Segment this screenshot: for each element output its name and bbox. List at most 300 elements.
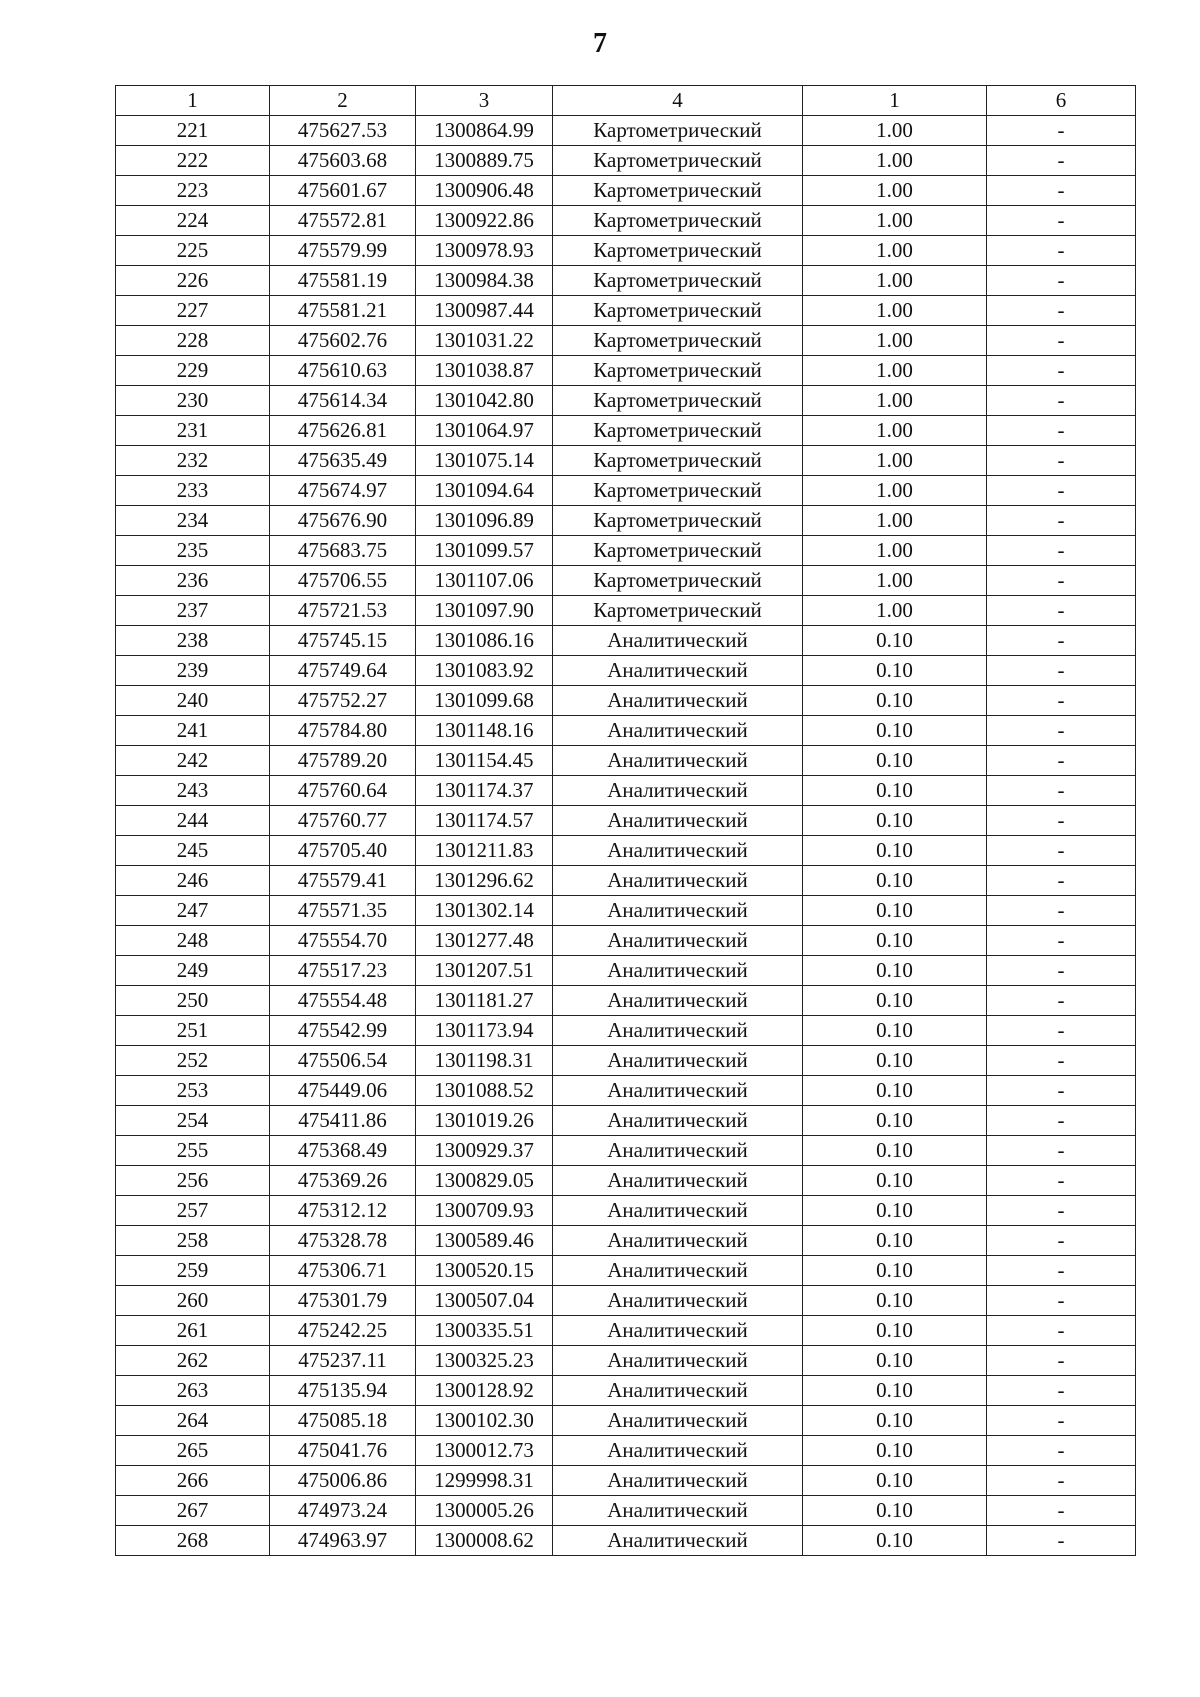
table-cell: 475301.79 [270, 1286, 416, 1316]
table-cell: 475706.55 [270, 566, 416, 596]
table-cell: 475368.49 [270, 1136, 416, 1166]
table-cell: 0.10 [803, 1346, 987, 1376]
table-cell: - [987, 1226, 1136, 1256]
table-cell: 232 [116, 446, 270, 476]
column-header: 6 [987, 86, 1136, 116]
table-cell: 261 [116, 1316, 270, 1346]
table-cell: 1300128.92 [416, 1376, 553, 1406]
table-cell: 229 [116, 356, 270, 386]
table-body [116, 86, 1136, 1556]
table-cell: - [987, 686, 1136, 716]
table-cell: 475135.94 [270, 1376, 416, 1406]
table-row [116, 1496, 1136, 1526]
table-cell: - [987, 896, 1136, 926]
table-cell: 1301088.52 [416, 1076, 553, 1106]
table-cell: Картометрический [553, 266, 803, 296]
table-cell: Аналитический [553, 776, 803, 806]
table-cell: 243 [116, 776, 270, 806]
table-cell: Аналитический [553, 626, 803, 656]
table-cell: 259 [116, 1256, 270, 1286]
table-cell: 1301154.45 [416, 746, 553, 776]
table-cell: 475579.41 [270, 866, 416, 896]
table-cell: Аналитический [553, 926, 803, 956]
table-row [116, 1016, 1136, 1046]
table-cell: 1301296.62 [416, 866, 553, 896]
table-cell: 1.00 [803, 326, 987, 356]
table-cell: 475627.53 [270, 116, 416, 146]
table-cell: 475789.20 [270, 746, 416, 776]
table-cell: 1.00 [803, 416, 987, 446]
table-cell: 236 [116, 566, 270, 596]
table-cell: 1300012.73 [416, 1436, 553, 1466]
table-row [116, 446, 1136, 476]
table-cell: 238 [116, 626, 270, 656]
table-row [116, 296, 1136, 326]
table-cell: - [987, 926, 1136, 956]
table-cell: - [987, 116, 1136, 146]
table-cell: 474963.97 [270, 1526, 416, 1556]
table-cell: 1301099.57 [416, 536, 553, 566]
table-cell: 475752.27 [270, 686, 416, 716]
table-cell: 475312.12 [270, 1196, 416, 1226]
table-cell: 0.10 [803, 836, 987, 866]
table-cell: 1301148.16 [416, 716, 553, 746]
table-cell: - [987, 176, 1136, 206]
table-row [116, 596, 1136, 626]
table-cell: - [987, 206, 1136, 236]
table-cell: 475784.80 [270, 716, 416, 746]
table-cell: 1.00 [803, 446, 987, 476]
table-cell: 475006.86 [270, 1466, 416, 1496]
table-cell: Аналитический [553, 1526, 803, 1556]
table-cell: 1301107.06 [416, 566, 553, 596]
table-cell: Аналитический [553, 1466, 803, 1496]
table-row [116, 1136, 1136, 1166]
table-cell: Аналитический [553, 986, 803, 1016]
table-cell: 475554.48 [270, 986, 416, 1016]
table-row [116, 986, 1136, 1016]
table-cell: Картометрический [553, 536, 803, 566]
table-cell: - [987, 1016, 1136, 1046]
table-cell: 1.00 [803, 566, 987, 596]
table-cell: Аналитический [553, 686, 803, 716]
table-cell: 1301064.97 [416, 416, 553, 446]
table-cell: Аналитический [553, 1076, 803, 1106]
table-cell: 1.00 [803, 176, 987, 206]
table-cell: 475581.21 [270, 296, 416, 326]
table-cell: Аналитический [553, 1016, 803, 1046]
table-cell: 1301094.64 [416, 476, 553, 506]
table-row [116, 476, 1136, 506]
table-cell: 254 [116, 1106, 270, 1136]
table-cell: 0.10 [803, 1466, 987, 1496]
table-cell: 1300906.48 [416, 176, 553, 206]
table-cell: 475085.18 [270, 1406, 416, 1436]
column-header: 1 [803, 86, 987, 116]
table-cell: 475610.63 [270, 356, 416, 386]
table-cell: 1.00 [803, 266, 987, 296]
table-cell: 265 [116, 1436, 270, 1466]
table-cell: 475674.97 [270, 476, 416, 506]
table-cell: 1300335.51 [416, 1316, 553, 1346]
table-cell: Аналитический [553, 1496, 803, 1526]
table-cell: 0.10 [803, 656, 987, 686]
table-row [116, 506, 1136, 536]
table-cell: 248 [116, 926, 270, 956]
column-header: 2 [270, 86, 416, 116]
table-cell: 475602.76 [270, 326, 416, 356]
table-cell: 475635.49 [270, 446, 416, 476]
table-cell: 475506.54 [270, 1046, 416, 1076]
table-cell: 1301083.92 [416, 656, 553, 686]
table-cell: 475517.23 [270, 956, 416, 986]
table-cell: 475760.64 [270, 776, 416, 806]
table-cell: 1301211.83 [416, 836, 553, 866]
table-cell: Картометрический [553, 176, 803, 206]
table-cell: 0.10 [803, 1256, 987, 1286]
table-cell: Картометрический [553, 596, 803, 626]
table-cell: 1.00 [803, 116, 987, 146]
table-cell: 228 [116, 326, 270, 356]
table-cell: 1301207.51 [416, 956, 553, 986]
table-cell: 0.10 [803, 926, 987, 956]
table-cell: 475626.81 [270, 416, 416, 446]
table-cell: 1300984.38 [416, 266, 553, 296]
table-cell: - [987, 1466, 1136, 1496]
table-cell: 1299998.31 [416, 1466, 553, 1496]
table-cell: Аналитический [553, 1046, 803, 1076]
table-cell: - [987, 566, 1136, 596]
table-cell: 257 [116, 1196, 270, 1226]
table-cell: 268 [116, 1526, 270, 1556]
table-cell: 1300589.46 [416, 1226, 553, 1256]
table-cell: 1300507.04 [416, 1286, 553, 1316]
table-cell: 0.10 [803, 1526, 987, 1556]
table-cell: 0.10 [803, 626, 987, 656]
table-cell: 1301038.87 [416, 356, 553, 386]
table-cell: 0.10 [803, 1226, 987, 1256]
table-cell: 0.10 [803, 1166, 987, 1196]
table-cell: Картометрический [553, 326, 803, 356]
table-cell: Аналитический [553, 866, 803, 896]
table-row [116, 1286, 1136, 1316]
table-cell: Картометрический [553, 446, 803, 476]
table-row [116, 686, 1136, 716]
table-cell: 230 [116, 386, 270, 416]
table-cell: Аналитический [553, 746, 803, 776]
table-cell: Картометрический [553, 146, 803, 176]
table-cell: Картометрический [553, 506, 803, 536]
table-cell: 1.00 [803, 536, 987, 566]
table-row [116, 1406, 1136, 1436]
table-row [116, 146, 1136, 176]
table-cell: 475676.90 [270, 506, 416, 536]
table-cell: - [987, 1496, 1136, 1526]
table-row [116, 1046, 1136, 1076]
table-cell: 1300889.75 [416, 146, 553, 176]
table-cell: 1300709.93 [416, 1196, 553, 1226]
table-cell: 1301086.16 [416, 626, 553, 656]
table-cell: 475683.75 [270, 536, 416, 566]
table-cell: 222 [116, 146, 270, 176]
table-row [116, 806, 1136, 836]
table-cell: - [987, 446, 1136, 476]
table-cell: 234 [116, 506, 270, 536]
table-cell: Картометрический [553, 116, 803, 146]
table-cell: 474973.24 [270, 1496, 416, 1526]
table-cell: 0.10 [803, 1286, 987, 1316]
table-cell: 221 [116, 116, 270, 146]
table-cell: 264 [116, 1406, 270, 1436]
table-row [116, 176, 1136, 206]
table-cell: 0.10 [803, 956, 987, 986]
table-cell: 1300929.37 [416, 1136, 553, 1166]
table-cell: 475745.15 [270, 626, 416, 656]
table-cell: 475601.67 [270, 176, 416, 206]
table-cell: 1.00 [803, 386, 987, 416]
table-cell: 267 [116, 1496, 270, 1526]
table-row [116, 896, 1136, 926]
table-cell: 0.10 [803, 1376, 987, 1406]
table-cell: 475449.06 [270, 1076, 416, 1106]
table-cell: Аналитический [553, 1346, 803, 1376]
table-cell: 1301042.80 [416, 386, 553, 416]
table-cell: 1301302.14 [416, 896, 553, 926]
table-cell: Аналитический [553, 836, 803, 866]
table-cell: 1301075.14 [416, 446, 553, 476]
table-cell: 253 [116, 1076, 270, 1106]
table-row [116, 1226, 1136, 1256]
table-cell: - [987, 236, 1136, 266]
table-cell: 223 [116, 176, 270, 206]
table-cell: 475369.26 [270, 1166, 416, 1196]
table-cell: 260 [116, 1286, 270, 1316]
table-cell: Аналитический [553, 896, 803, 926]
table-cell: - [987, 1256, 1136, 1286]
table-cell: 252 [116, 1046, 270, 1076]
table-cell: 475721.53 [270, 596, 416, 626]
table-cell: - [987, 596, 1136, 626]
coordinates-table [115, 85, 1136, 1556]
table-cell: Картометрический [553, 416, 803, 446]
table-cell: 475581.19 [270, 266, 416, 296]
table-cell: 475542.99 [270, 1016, 416, 1046]
table-header-row [116, 86, 1136, 116]
table-row [116, 716, 1136, 746]
table-row [116, 236, 1136, 266]
table-cell: 245 [116, 836, 270, 866]
table-cell: 1300829.05 [416, 1166, 553, 1196]
table-row [116, 206, 1136, 236]
table-cell: 0.10 [803, 1016, 987, 1046]
table-row [116, 1106, 1136, 1136]
table-row [116, 416, 1136, 446]
table-cell: 1301173.94 [416, 1016, 553, 1046]
table-row [116, 356, 1136, 386]
table-cell: Картометрический [553, 296, 803, 326]
table-cell: - [987, 1076, 1136, 1106]
table-cell: - [987, 1406, 1136, 1436]
table-cell: - [987, 1376, 1136, 1406]
table-row [116, 626, 1136, 656]
table-cell: 1300520.15 [416, 1256, 553, 1286]
table-cell: 1300987.44 [416, 296, 553, 326]
table-cell: Аналитический [553, 1406, 803, 1436]
table-cell: 266 [116, 1466, 270, 1496]
table-cell: 256 [116, 1166, 270, 1196]
table-cell: 1300102.30 [416, 1406, 553, 1436]
table-cell: - [987, 1136, 1136, 1166]
table-cell: - [987, 386, 1136, 416]
table-cell: - [987, 746, 1136, 776]
table-cell: 475749.64 [270, 656, 416, 686]
table-cell: 1301181.27 [416, 986, 553, 1016]
table-cell: 237 [116, 596, 270, 626]
table-row [116, 536, 1136, 566]
table-cell: 0.10 [803, 1406, 987, 1436]
table-cell: 0.10 [803, 716, 987, 746]
table-row [116, 956, 1136, 986]
table-row [116, 1526, 1136, 1556]
table-cell: 224 [116, 206, 270, 236]
table-cell: Аналитический [553, 1136, 803, 1166]
table-cell: 0.10 [803, 1196, 987, 1226]
table-cell: 241 [116, 716, 270, 746]
table-cell: 0.10 [803, 1496, 987, 1526]
table-cell: 475328.78 [270, 1226, 416, 1256]
table-cell: - [987, 806, 1136, 836]
table-cell: Аналитический [553, 1286, 803, 1316]
table-cell: - [987, 326, 1136, 356]
table-cell: Аналитический [553, 1376, 803, 1406]
table-cell: - [987, 1106, 1136, 1136]
table-cell: - [987, 1166, 1136, 1196]
table-cell: - [987, 776, 1136, 806]
table-cell: Аналитический [553, 956, 803, 986]
table-cell: 1.00 [803, 146, 987, 176]
table-cell: 475554.70 [270, 926, 416, 956]
table-cell: Аналитический [553, 656, 803, 686]
table-cell: 1301099.68 [416, 686, 553, 716]
table-cell: 1300325.23 [416, 1346, 553, 1376]
table-cell: 1300864.99 [416, 116, 553, 146]
table-cell: 1.00 [803, 596, 987, 626]
table-cell: 0.10 [803, 1106, 987, 1136]
table-cell: 475614.34 [270, 386, 416, 416]
table-cell: 0.10 [803, 746, 987, 776]
table-cell: 0.10 [803, 1046, 987, 1076]
table-cell: 475571.35 [270, 896, 416, 926]
table-cell: 244 [116, 806, 270, 836]
table-cell: 0.10 [803, 866, 987, 896]
table-cell: Картометрический [553, 206, 803, 236]
table-row [116, 836, 1136, 866]
table-cell: 1.00 [803, 506, 987, 536]
table-cell: 262 [116, 1346, 270, 1376]
table-cell: - [987, 506, 1136, 536]
table-cell: 255 [116, 1136, 270, 1166]
table-cell: 0.10 [803, 1076, 987, 1106]
table-cell: 226 [116, 266, 270, 296]
table-cell: 247 [116, 896, 270, 926]
table-cell: 1301277.48 [416, 926, 553, 956]
table-row [116, 116, 1136, 146]
table-row [116, 1346, 1136, 1376]
table-row [116, 776, 1136, 806]
table-row [116, 566, 1136, 596]
table-cell: Аналитический [553, 1316, 803, 1346]
table-cell: - [987, 866, 1136, 896]
table-cell: 1300922.86 [416, 206, 553, 236]
table-cell: Аналитический [553, 1226, 803, 1256]
table-cell: 239 [116, 656, 270, 686]
table-cell: 1300978.93 [416, 236, 553, 266]
table-cell: - [987, 956, 1136, 986]
table-cell: 475242.25 [270, 1316, 416, 1346]
table-cell: Аналитический [553, 1256, 803, 1286]
column-header: 1 [116, 86, 270, 116]
table-cell: 475041.76 [270, 1436, 416, 1466]
table-cell: 1301198.31 [416, 1046, 553, 1076]
table-cell: - [987, 716, 1136, 746]
table-cell: 1301019.26 [416, 1106, 553, 1136]
table-cell: 475705.40 [270, 836, 416, 866]
table-cell: 1.00 [803, 236, 987, 266]
table-row [116, 1196, 1136, 1226]
table-cell: - [987, 1046, 1136, 1076]
table-cell: Аналитический [553, 1436, 803, 1466]
table-cell: 475306.71 [270, 1256, 416, 1286]
table-cell: 1301174.37 [416, 776, 553, 806]
table-cell: Картометрический [553, 386, 803, 416]
table-cell: - [987, 1346, 1136, 1376]
table-row [116, 1376, 1136, 1406]
table-cell: - [987, 296, 1136, 326]
table-cell: - [987, 146, 1136, 176]
table-cell: 0.10 [803, 1136, 987, 1166]
table-cell: - [987, 1286, 1136, 1316]
table-cell: 0.10 [803, 1436, 987, 1466]
table-row [116, 866, 1136, 896]
table-row [116, 1076, 1136, 1106]
table-cell: 235 [116, 536, 270, 566]
page-number: 7 [593, 28, 607, 59]
table-cell: 0.10 [803, 686, 987, 716]
table-cell: 233 [116, 476, 270, 506]
table-cell: Аналитический [553, 806, 803, 836]
table-cell: 475572.81 [270, 206, 416, 236]
table-row [116, 746, 1136, 776]
table-cell: Аналитический [553, 716, 803, 746]
table-cell: 1301096.89 [416, 506, 553, 536]
table-row [116, 266, 1136, 296]
table-cell: - [987, 986, 1136, 1016]
table-cell: - [987, 1196, 1136, 1226]
table-cell: Аналитический [553, 1196, 803, 1226]
table-cell: 240 [116, 686, 270, 716]
table-cell: 0.10 [803, 986, 987, 1016]
table-row [116, 656, 1136, 686]
table-row [116, 926, 1136, 956]
table-cell: 1301174.57 [416, 806, 553, 836]
table-cell: - [987, 656, 1136, 686]
table-cell: Картометрический [553, 476, 803, 506]
table-cell: 258 [116, 1226, 270, 1256]
table-cell: Картометрический [553, 356, 803, 386]
table-row [116, 1256, 1136, 1286]
table-row [116, 386, 1136, 416]
table-cell: Картометрический [553, 566, 803, 596]
